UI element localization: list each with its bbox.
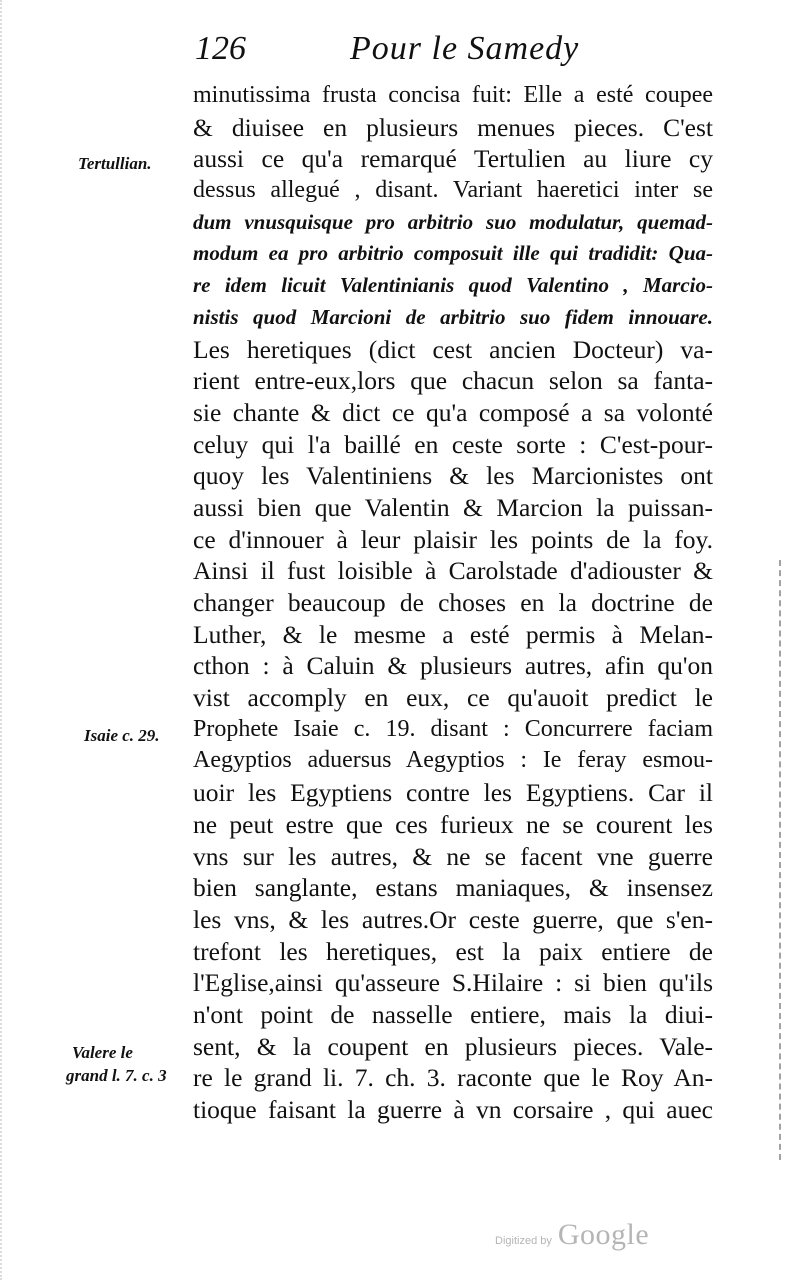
text-line: l'Eglise,ainsi qu'asseure S.Hilaire : si bien qu'ils <box>193 968 713 998</box>
margin-note-tertullian: Tertullian. <box>78 154 152 173</box>
text-line: rient entre-eux,lors que chacun selon sa fanta- <box>193 366 713 396</box>
text-line: dessus allegué , disant. Variant haeretici inter se <box>193 177 713 204</box>
text-line: ce d'innouer à leur plaisir les points de la foy. <box>193 524 713 554</box>
margin-note-isaie: Isaie c. 29. <box>84 726 160 745</box>
text-line: ne peut estre que ces furieux ne se courent les <box>193 809 713 839</box>
text-line: aussi bien que Valentin & Marcion la puissan- <box>193 492 713 522</box>
text-line: quoy les Valentiniens & les Marcionistes ont <box>193 461 713 491</box>
text-line: Aegyptios aduersus Aegyptios : Ie feray esmou- <box>193 747 713 774</box>
text-line: Prophete Isaie c. 19. disant : Concurrere faciam <box>193 715 713 742</box>
watermark-prefix: Digitized by <box>495 1235 552 1247</box>
text-line: nistis quod Marcioni de arbitrio suo fidem innouare. <box>193 304 713 329</box>
text-line: minutissima frusta concisa fuit: Elle a esté coupee <box>193 82 713 108</box>
page-number: 126 <box>195 30 246 67</box>
digitized-watermark <box>495 1218 649 1252</box>
scan-edge-right <box>777 560 781 1160</box>
text-line: re le grand li. 7. ch. 3. raconte que le Roy An- <box>193 1063 713 1093</box>
text-line: les vns, & les autres.Or ceste guerre, que s'en- <box>193 904 713 934</box>
running-title: Pour le Samedy <box>350 30 580 67</box>
text-line: changer beaucoup de choses en la doctrine de <box>193 588 713 617</box>
text-line: & diuisee en plusieurs menues pieces. C'est <box>193 112 713 142</box>
text-line: modum ea pro arbitrio composuit ille qui tradidit: Qua- <box>193 241 713 266</box>
text-line: aussi ce qu'a remarqué Tertulien au liure cy <box>193 144 713 174</box>
margin-note-valere: Valere le <box>72 1043 133 1062</box>
text-line: bien sanglante, estans maniaques, & insensez <box>193 873 713 903</box>
text-line: vist accomply en eux, ce qu'auoit predict le <box>193 683 713 713</box>
text-line: sie chante & dict ce qu'a composé a sa volonté <box>193 397 713 427</box>
page-header <box>195 30 715 72</box>
text-line: celuy qui l'a baillé en ceste sorte : C'est-pour- <box>193 429 713 459</box>
text-line: sent, & la coupent en plusieurs pieces. Vale- <box>193 1031 713 1061</box>
margin-note-grand: grand l. 7. c. 3 <box>66 1066 167 1085</box>
text-line: re idem licuit Valentinianis quod Valentino , Marcio- <box>193 273 713 298</box>
text-line: Luther, & le mesme a esté permis à Melan- <box>193 619 713 649</box>
text-line: Les heretiques (dict cest ancien Docteur) va- <box>193 334 713 364</box>
text-line: Ainsi il fust loisible à Carolstade d'adiouster & <box>193 556 713 586</box>
text-line: cthon : à Caluin & plusieurs autres, afin qu'on <box>193 651 713 681</box>
text-line: tioque faisant la guerre à vn corsaire , qui auec <box>193 1095 713 1124</box>
text-line: vns sur les autres, & ne se facent vne guerre <box>193 841 713 871</box>
text-line: trefont les heretiques, est la paix entiere de <box>193 936 713 966</box>
scan-edge <box>0 0 8 1280</box>
text-line: n'ont point de nasselle entiere, mais la diui- <box>193 999 713 1029</box>
text-line: dum vnusquisque pro arbitrio suo modulatur, quemad- <box>193 209 713 234</box>
text-line: uoir les Egyptiens contre les Egyptiens. Car il <box>193 778 713 808</box>
body-text <box>193 80 713 1126</box>
google-logo: Google <box>557 1218 650 1251</box>
